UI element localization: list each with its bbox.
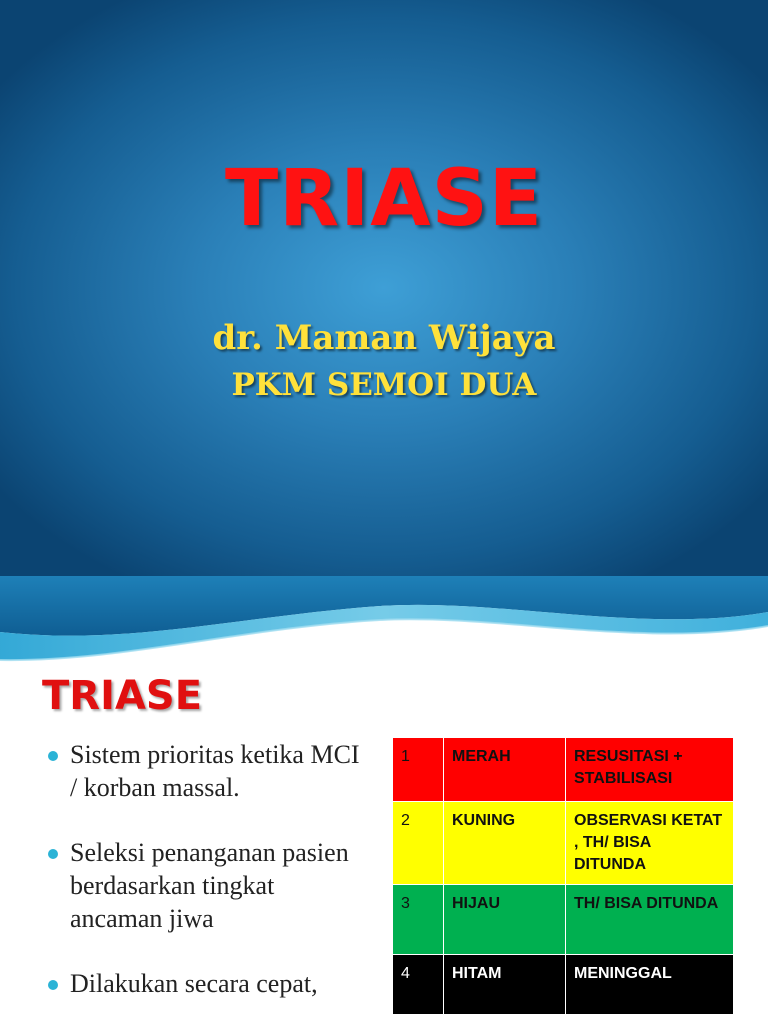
priority-number: 3 [393, 885, 444, 955]
slide-title: TRIASE [224, 154, 544, 244]
action-label: TH/ BISA DITUNDA [566, 885, 734, 955]
list-item [46, 967, 366, 1000]
bullet-text: Seleksi penanganan pasien berdasarkan tingkat ancaman jiwa [70, 838, 349, 933]
action-label: RESUSITASI + STABILISASI [566, 738, 734, 802]
content-title: TRIASE [42, 673, 203, 719]
action-label: OBSERVASI KETAT , TH/ BISA DITUNDA [566, 802, 734, 885]
bullet-text: Sistem prioritas ketika MCI / korban massal. [70, 740, 360, 802]
category-label: MERAH [444, 738, 566, 802]
table-row [393, 802, 734, 885]
action-label: MENINGGAL [566, 955, 734, 1015]
triage-table [392, 737, 734, 1015]
bullet-text: Dilakukan secara cepat, [70, 969, 318, 998]
bullet-dot-icon [48, 849, 58, 859]
category-label: HIJAU [444, 885, 566, 955]
list-item [46, 836, 366, 935]
priority-number: 2 [393, 802, 444, 885]
table-row [393, 955, 734, 1015]
category-label: KUNING [444, 802, 566, 885]
table-row [393, 738, 734, 802]
author-name: dr. Maman Wijaya [212, 318, 556, 358]
header-wave-decoration [0, 576, 768, 666]
bullet-list [46, 738, 366, 1032]
category-label: HITAM [444, 955, 566, 1015]
organization-name: PKM SEMOI DUA [231, 367, 537, 403]
priority-number: 4 [393, 955, 444, 1015]
bullet-dot-icon [48, 980, 58, 990]
table-row [393, 885, 734, 955]
priority-number: 1 [393, 738, 444, 802]
list-item [46, 738, 366, 804]
bullet-dot-icon [48, 751, 58, 761]
